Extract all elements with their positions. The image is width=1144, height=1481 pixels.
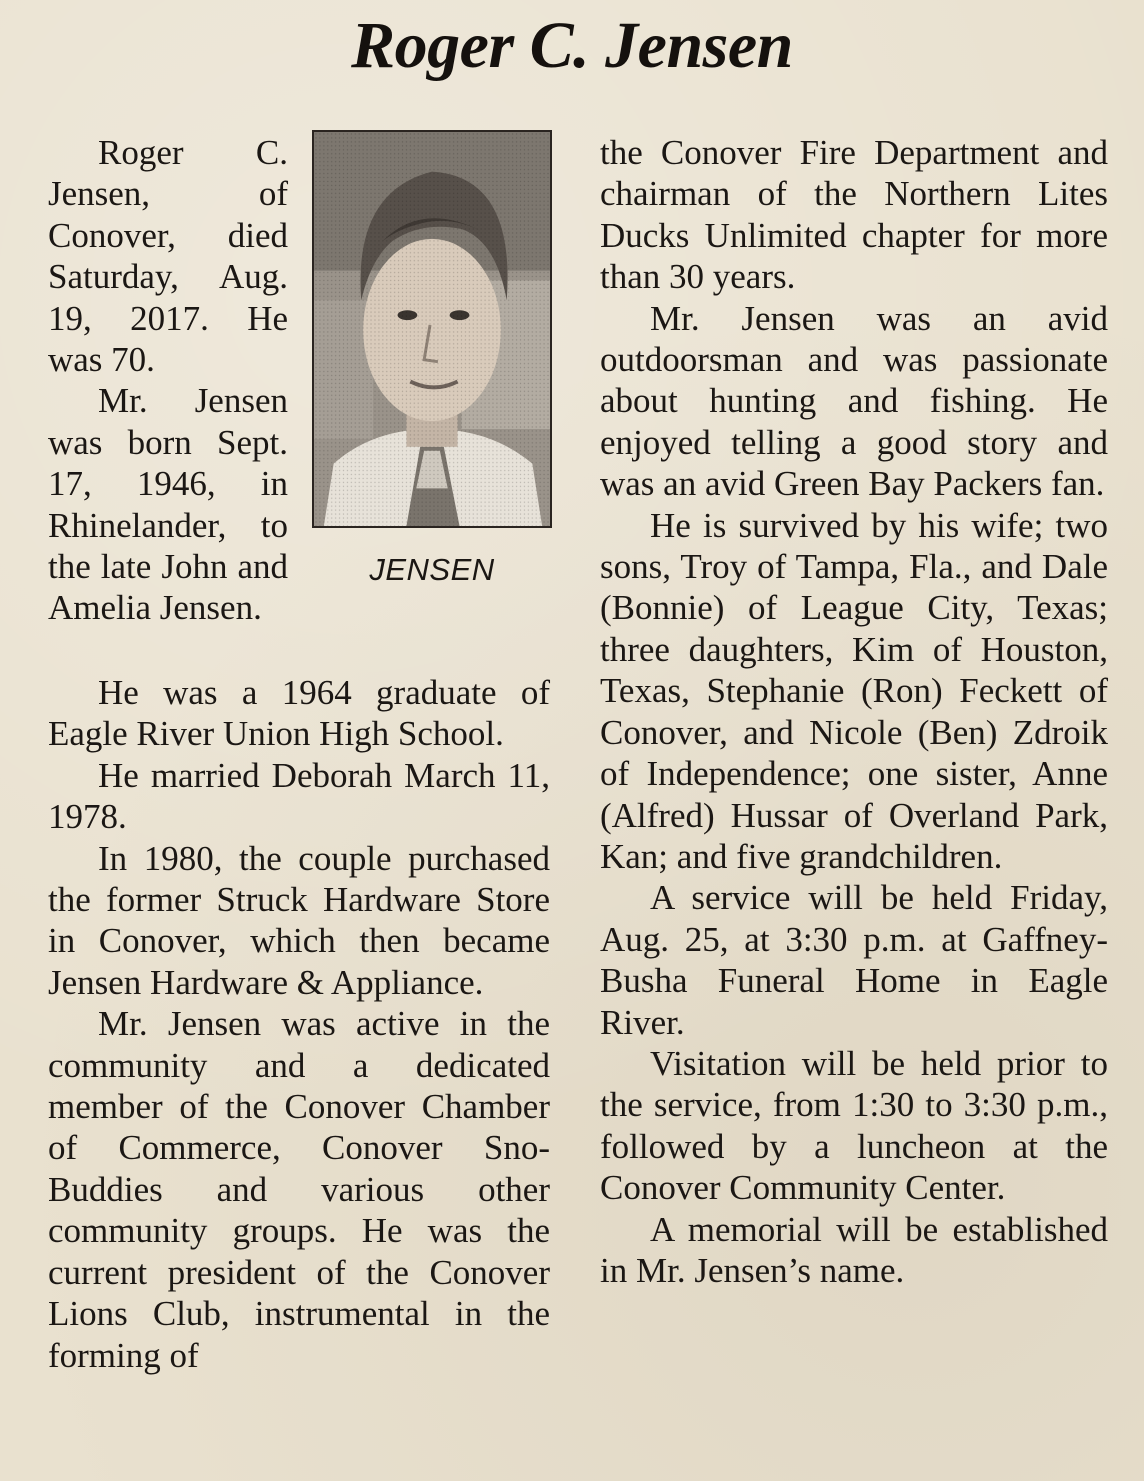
portrait-image (314, 132, 550, 526)
paragraph: He married Deborah March 11, 1978. (48, 755, 550, 837)
portrait-photo (312, 130, 552, 528)
column-left-top (48, 132, 288, 629)
paragraph: A memorial will be established in Mr. Jensen’s name. (600, 1209, 1108, 1290)
paragraph: Visitation will be held prior to the service, from 1:30 to 3:30 p.m., followed by a luncheon at the Conover Community Center. (600, 1043, 1108, 1208)
paragraph: Mr. Jensen was born Sept. 17, 1946, in Rhinelander, to the late John and Amelia Jensen. (48, 381, 288, 628)
obituary-headline: Roger C. Jensen (351, 9, 793, 82)
paragraph: In 1980, the couple purchased the former Struck Hardware Store in Conover, which then became Jensen Hardware & Appliance. (48, 838, 550, 1002)
paragraph: the Conover Fire Department and chairman of the Northern Lites Ducks Unlimited chapter for more than 30 years. (600, 133, 1108, 297)
column-left-bottom (48, 672, 550, 1376)
paragraph: Mr. Jensen was an avid outdoorsman and was passionate about hunting and fishing. He enjoyed telling a good story and was an avid Green Bay Packers fan. (600, 298, 1108, 504)
column-right (600, 132, 1108, 1291)
photo-caption: JENSEN (369, 552, 495, 587)
paragraph: He is survived by his wife; two sons, Troy of Tampa, Fla., and Dale (Bonnie) of League City, Texas; three daughters, Kim of Houston, Texas, Stephanie (Ron) Feckett of Conover, and Nicole (Ben) Zdroik of Independence; one sister, Anne (Alfred) Hussar of Overland Park, Kan; and five grandchildren. (600, 505, 1108, 876)
paragraph: Mr. Jensen was active in the community and a dedicated member of the Conover Chamber of Commerce, Conover Sno-Buddies and various other community groups. He was the current president of the Conover Lions Club, instrumental in the forming of (48, 1004, 550, 1375)
paragraph: He was a 1964 graduate of Eagle River Union High School. (48, 673, 550, 754)
paragraph: A service will be held Friday, Aug. 25, at 3:30 p.m. at Gaffney-Busha Funeral Home in Eagle River. (600, 878, 1108, 1042)
paragraph: Roger C. Jensen, of Conover, died Saturday, Aug. 19, 2017. He was 70. (48, 133, 288, 380)
